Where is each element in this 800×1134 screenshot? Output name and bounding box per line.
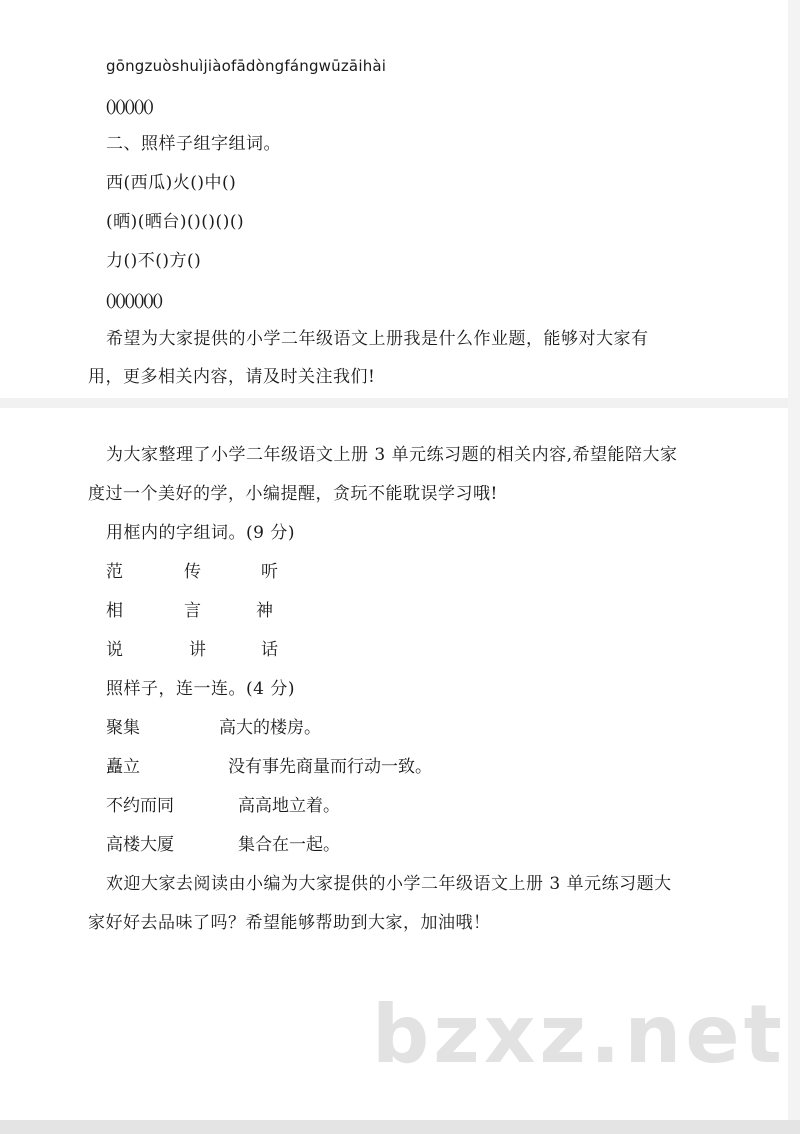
horizontal-scrollbar[interactable] bbox=[0, 1120, 800, 1134]
task-1-heading: 用框内的字组词。(9 分) bbox=[106, 523, 295, 543]
site-watermark: bzxz.net bbox=[372, 988, 786, 1081]
match-left-term: 不约而同 bbox=[106, 796, 174, 816]
closing-paragraph-line-1: 希望为大家提供的小学二年级语文上册我是什么作业题，能够对大家有 bbox=[106, 329, 649, 349]
example-row-2: (晒)(晒台)()()()() bbox=[106, 212, 245, 232]
match-right-definition: 高大的楼房。 bbox=[219, 718, 321, 738]
match-right-definition: 高高地立着。 bbox=[238, 796, 340, 816]
grid-char: 神 bbox=[256, 601, 273, 621]
grid-char: 相 bbox=[106, 601, 123, 621]
match-left-term: 矗立 bbox=[106, 757, 140, 777]
task-2-heading: 照样子，连一连。(4 分) bbox=[106, 679, 295, 699]
outro-paragraph-line-1: 欢迎大家去阅读由小编为大家提供的小学二年级语文上册 3 单元练习题大 bbox=[106, 874, 672, 894]
grid-char: 说 bbox=[106, 640, 123, 660]
grid-char: 听 bbox=[261, 562, 278, 582]
grid-char: 话 bbox=[261, 640, 278, 660]
vertical-scrollbar[interactable] bbox=[788, 0, 800, 1134]
outro-paragraph-line-2: 家好好去品味了吗？希望能够帮助到大家，加油哦！ bbox=[88, 913, 491, 933]
page-separator bbox=[0, 398, 800, 408]
example-row-3: 力()不()方() bbox=[106, 251, 202, 271]
blank-parentheses-row: ()()()()() bbox=[106, 96, 153, 115]
blank-parentheses-row: ()()()()()() bbox=[106, 290, 162, 309]
intro-paragraph-line-2: 度过一个美好的学，小编提醒，贪玩不能耽误学习哦! bbox=[88, 484, 498, 504]
grid-char: 范 bbox=[106, 562, 123, 582]
section-heading: 二、照样子组字组词。 bbox=[106, 134, 281, 154]
intro-paragraph-line-1: 为大家整理了小学二年级语文上册 3 单元练习题的相关内容,希望能陪大家 bbox=[106, 445, 678, 465]
match-right-definition: 集合在一起。 bbox=[238, 835, 340, 855]
match-right-definition: 没有事先商量而行动一致。 bbox=[228, 757, 432, 777]
grid-char: 讲 bbox=[189, 640, 206, 660]
grid-char: 言 bbox=[184, 601, 201, 621]
match-left-term: 高楼大厦 bbox=[106, 835, 174, 855]
match-left-term: 聚集 bbox=[106, 718, 140, 738]
closing-paragraph-line-2: 用，更多相关内容，请及时关注我们! bbox=[88, 367, 376, 387]
grid-char: 传 bbox=[184, 562, 201, 582]
pinyin-line: gōngzuòshuìjiàofādòngfángwūzāihài bbox=[106, 57, 387, 75]
example-row-1: 西(西瓜)火()中() bbox=[106, 173, 237, 193]
